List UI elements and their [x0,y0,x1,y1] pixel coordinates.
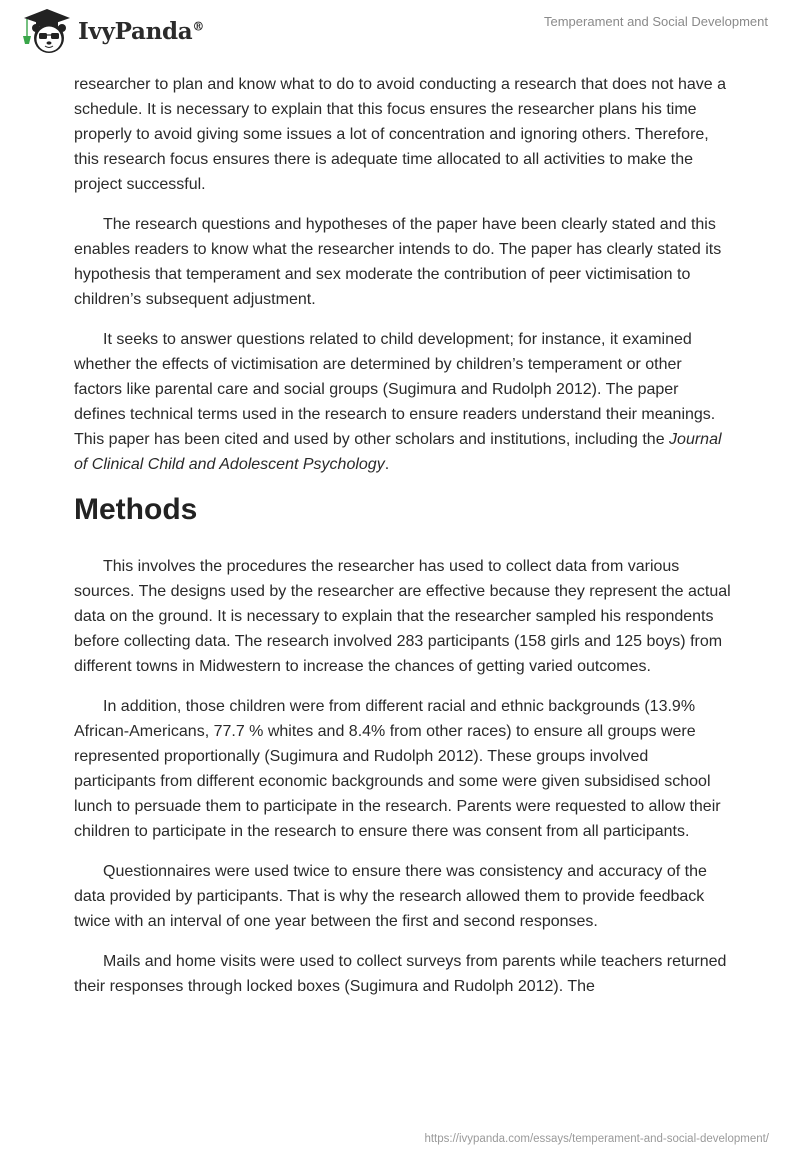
brand-name: IvyPanda® [78,17,205,45]
paragraph: The research questions and hypotheses of the paper have been clearly stated and this enables readers to know what the researcher intends to do. The paper has clearly stated its hypothesis that temperament and sex moderate the contribution of peer victimisation to children’s subsequent adjustment. [74,216,722,308]
panda-graduate-icon [18,6,76,56]
source-url-link[interactable]: https://ivypanda.com/essays/temperament-and-social-development/ [424,1133,769,1145]
paragraph: Questionnaires were used twice to ensure there was consistency and accuracy of the data provided by participants. That is why the research allowed them to provide feedback twice with an interval of one year between the first and second responses. [74,863,707,930]
paragraph: It seeks to answer questions related to child development; for instance, it examined whether the effects of victimisation are determined by children’s temperament or other factors like parental care and social groups (Sugimura and Rudolph 2012). The paper defines technical terms used in the research to ensure readers understand their meanings. This paper has been cited and used by other scholars and institutions, including the Journal of Clinical Child and Adolescent Psychology. [74,331,722,473]
paragraph: Mails and home visits were used to collect surveys from parents while teachers returned their responses through locked boxes (Sugimura and Rudolph 2012). The [74,953,727,995]
paragraph: researcher to plan and know what to do to avoid conducting a research that does not have a schedule. It is necessary to explain that this focus ensures the researcher plans his time properly to avoid giving some issues a lot of concentration and ignoring others. Therefore, this research focus ensures there is adequate time allocated to all activities to make the project successful. [74,76,726,193]
journal-title: Journal of Clinical Child and Adolescent Psychology [74,431,722,473]
ivypanda-logo[interactable] [18,6,204,56]
essay-body [74,72,734,1014]
paragraph: In addition, those children were from different racial and ethnic backgrounds (13.9% African-Americans, 77.7 % whites and 8.4% from other races) to ensure all groups were represented proportionally (Sugimura and Rudolph 2012). These groups involved participants from different economic backgrounds and some were given subsidised school lunch to persuade them to participate in the research. Parents were requested to allow their children to participate in the research to ensure there was consent from all participants. [74,698,721,840]
document-title: Temperament and Social Development [543,14,768,29]
paragraph: This involves the procedures the researcher has used to collect data from various sources. The designs used by the researcher are effective because they represent the actual data on the ground. It is necessary to explain that the researcher sampled his respondents before collecting data. The research involved 283 participants (158 girls and 125 boys) from different towns in Midwestern to increase the chances of getting varied outcomes. [74,558,731,675]
section-heading-methods: Methods [74,493,198,526]
page-header [0,0,800,60]
